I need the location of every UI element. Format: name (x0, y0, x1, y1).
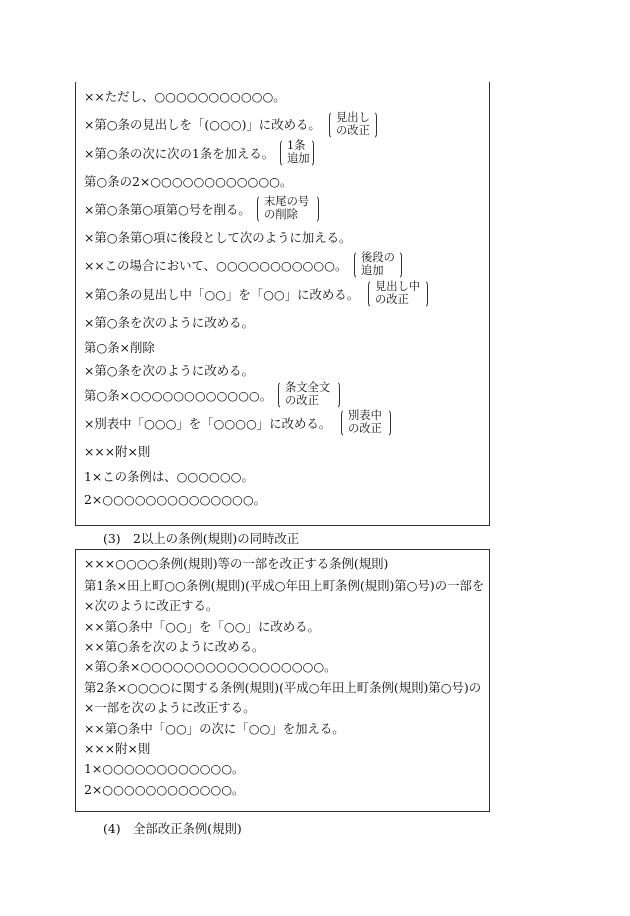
text-line: ×××○○○○条例(規則)等の一部を改正する条例(規則) (84, 556, 389, 571)
text-line: 第○条×○○○○○○○○○○○○。 (84, 388, 273, 403)
text-line: 第○条の2×○○○○○○○○○○○○。 (84, 174, 293, 189)
note-text: 別表中 (348, 409, 382, 422)
text-line: 第1条×田上町○○条例(規則)(平成○年田上町条例(規則)第○号)の一部を (84, 578, 485, 593)
margin-note (280, 139, 314, 165)
text-line: 第2条×○○○○に関する条例(規則)(平成○年田上町条例(規則)第○号)の (84, 680, 482, 695)
text-line: ×××附×則 (84, 444, 151, 459)
text-line: ×次のように改正する。 (84, 598, 219, 613)
text-line: ×一部を次のように改正する。 (84, 700, 256, 715)
note-text: 末尾の号 (264, 195, 310, 208)
text-line: 1×この条例は、○○○○○○。 (84, 469, 254, 484)
note-text: 追加 (361, 264, 384, 277)
note-text: 見出し (336, 111, 370, 124)
note-text: の改正 (336, 124, 370, 137)
margin-note (354, 251, 402, 277)
text-line: ×第○条の次に次の1条を加える。 (84, 146, 275, 161)
amendment-example-box (75, 82, 490, 526)
text-line: ×別表中「○○○」を「○○○○」に改める。 (84, 416, 332, 431)
text-line: ××第○条を次のように改める。 (84, 639, 265, 654)
text-line: ×第○条の見出しを「(○○○)」に改める。 (84, 117, 321, 132)
margin-note (341, 409, 391, 435)
text-line: ×第○条を次のように改める。 (84, 363, 254, 378)
text-line: 第○条×削除 (84, 340, 155, 355)
text-line: ×第○条の見出し中「○○」を「○○」に改める。 (84, 287, 360, 302)
simultaneous-amendment-box (75, 549, 490, 812)
text-line: ×第○条×○○○○○○○○○○○○○○○○○。 (84, 659, 337, 674)
text-line: ×第○条第○項に後段として次のように加える。 (84, 230, 352, 245)
text-line: 2×○○○○○○○○○○○○○○。 (84, 492, 267, 507)
text-line: ×××附×則 (84, 741, 151, 756)
note-text: 1条 (287, 139, 306, 152)
text-line: ×第○条第○項第○号を削る。 (84, 202, 251, 217)
margin-note (278, 381, 340, 407)
text-line: ××第○条中「○○」を「○○」に改める。 (84, 619, 320, 634)
text-line: 1×○○○○○○○○○○○○。 (84, 761, 245, 776)
margin-note (257, 195, 319, 221)
note-text: の改正 (375, 293, 409, 306)
note-text: の改正 (348, 422, 382, 435)
section-heading-4: (4) 全部改正条例(規則) (103, 821, 242, 836)
margin-note (368, 280, 428, 306)
margin-note (329, 111, 377, 137)
section-heading-3: (3) 2以上の条例(規則)の同時改正 (103, 531, 300, 546)
text-line: 2×○○○○○○○○○○○○。 (84, 782, 245, 797)
text-line: ××この場合において、○○○○○○○○○○○。 (84, 258, 348, 273)
note-text: の削除 (264, 208, 298, 221)
note-text: 条文全文 (285, 381, 331, 394)
note-text: 追加 (287, 152, 310, 165)
text-line: ××ただし、○○○○○○○○○○○。 (84, 89, 286, 104)
note-text: の改正 (285, 394, 319, 407)
text-line: ××第○条中「○○」の次に「○○」を加える。 (84, 721, 345, 736)
note-text: 後段の (361, 251, 395, 264)
text-line: ×第○条を次のように改める。 (84, 315, 254, 330)
note-text: 見出し中 (375, 280, 421, 293)
